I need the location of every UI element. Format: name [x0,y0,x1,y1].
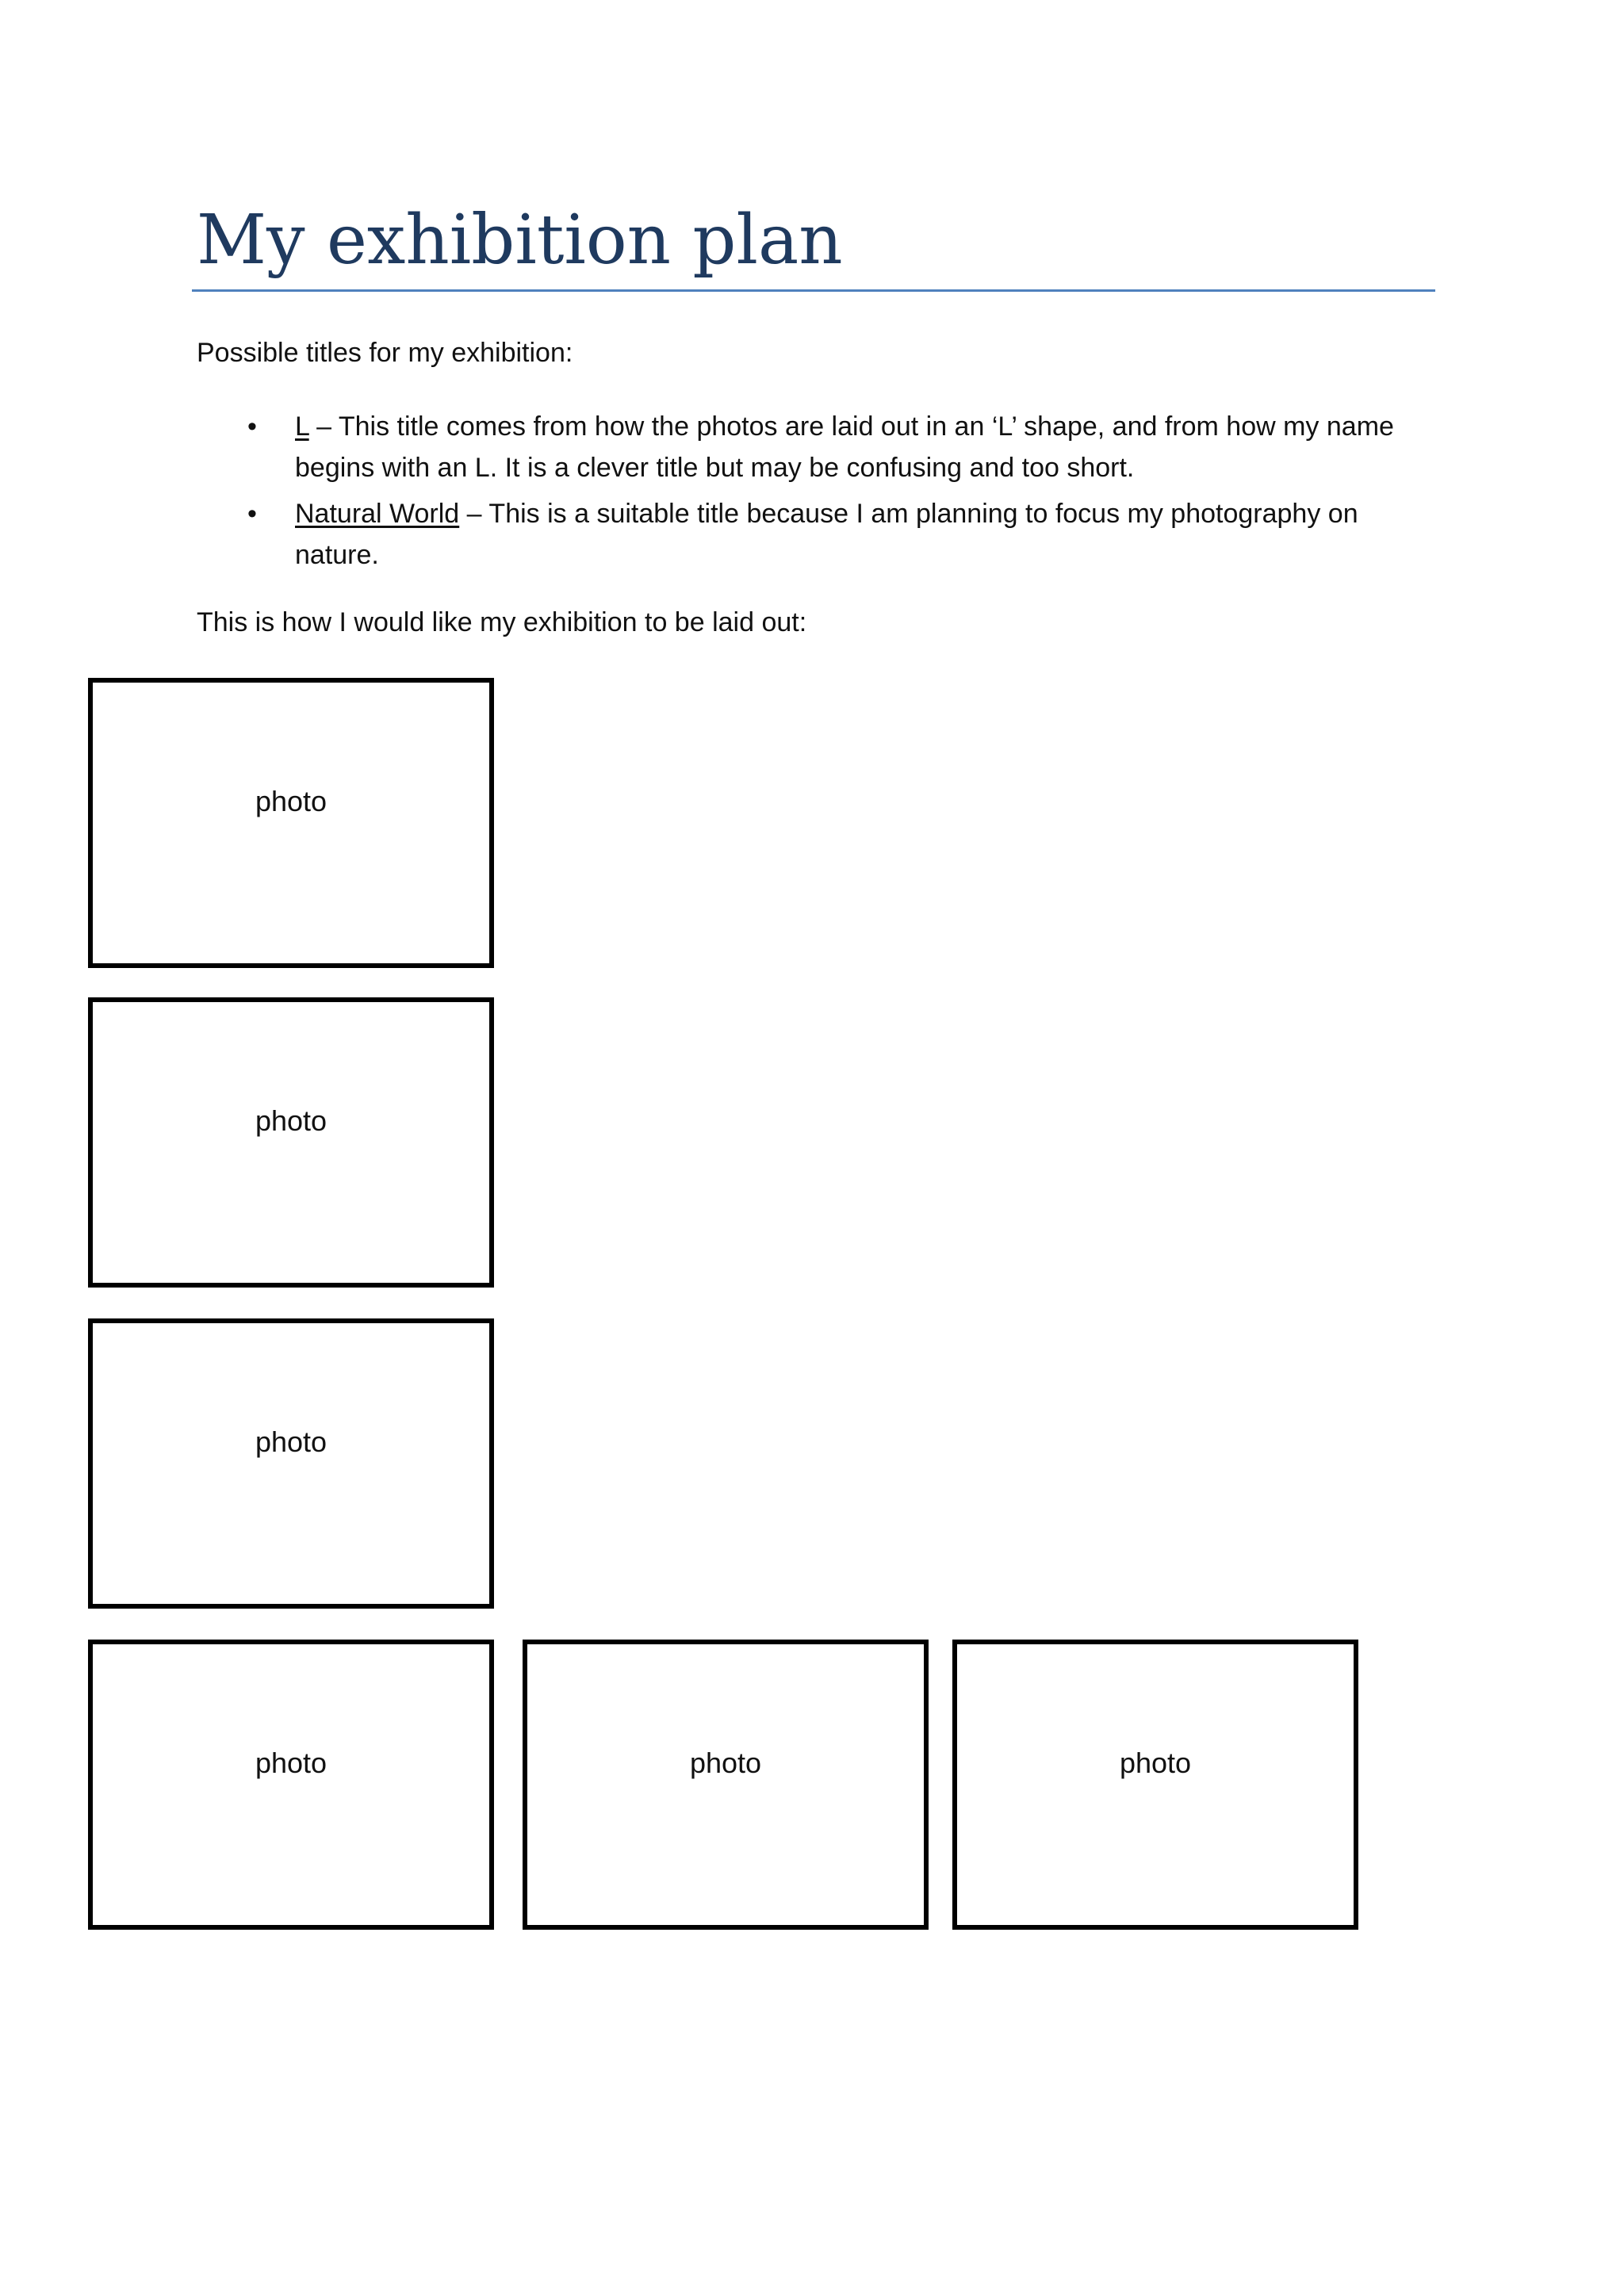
title-option-description: – This title comes from how the photos are laid out in an ‘L’ shape, and from how my name begins with an L. It is a clever title but may be confusing and too short. [295,411,1394,483]
photo-placeholder-1 [88,678,494,968]
title-options-list [247,406,1437,580]
title-option-term: L [295,411,309,442]
title-option-description: – This is a suitable title because I am planning to focus my photography on nature. [295,499,1358,570]
title-underline-divider [192,289,1435,292]
photo-placeholder-6 [952,1640,1358,1930]
title-option-term: Natural World [295,499,460,529]
photo-label: photo [1119,1747,1192,1779]
page-title: My exhibition plan [197,201,843,280]
photo-label: photo [255,1747,327,1779]
bullet-icon: • [247,411,257,442]
photo-label: photo [689,1747,762,1779]
photo-placeholder-4 [88,1640,494,1930]
titles-intro-text: Possible titles for my exhibition: [197,338,573,368]
photo-placeholder-5 [523,1640,929,1930]
photo-label: photo [255,1104,327,1137]
photo-label: photo [255,1425,327,1458]
layout-intro-text: This is how I would like my exhibition to be laid out: [197,607,807,637]
title-option-natural-world [247,493,1437,576]
photo-placeholder-2 [88,997,494,1288]
title-option-l [247,406,1437,488]
photo-placeholder-3 [88,1318,494,1609]
bullet-icon: • [247,499,257,529]
photo-label: photo [255,785,327,817]
